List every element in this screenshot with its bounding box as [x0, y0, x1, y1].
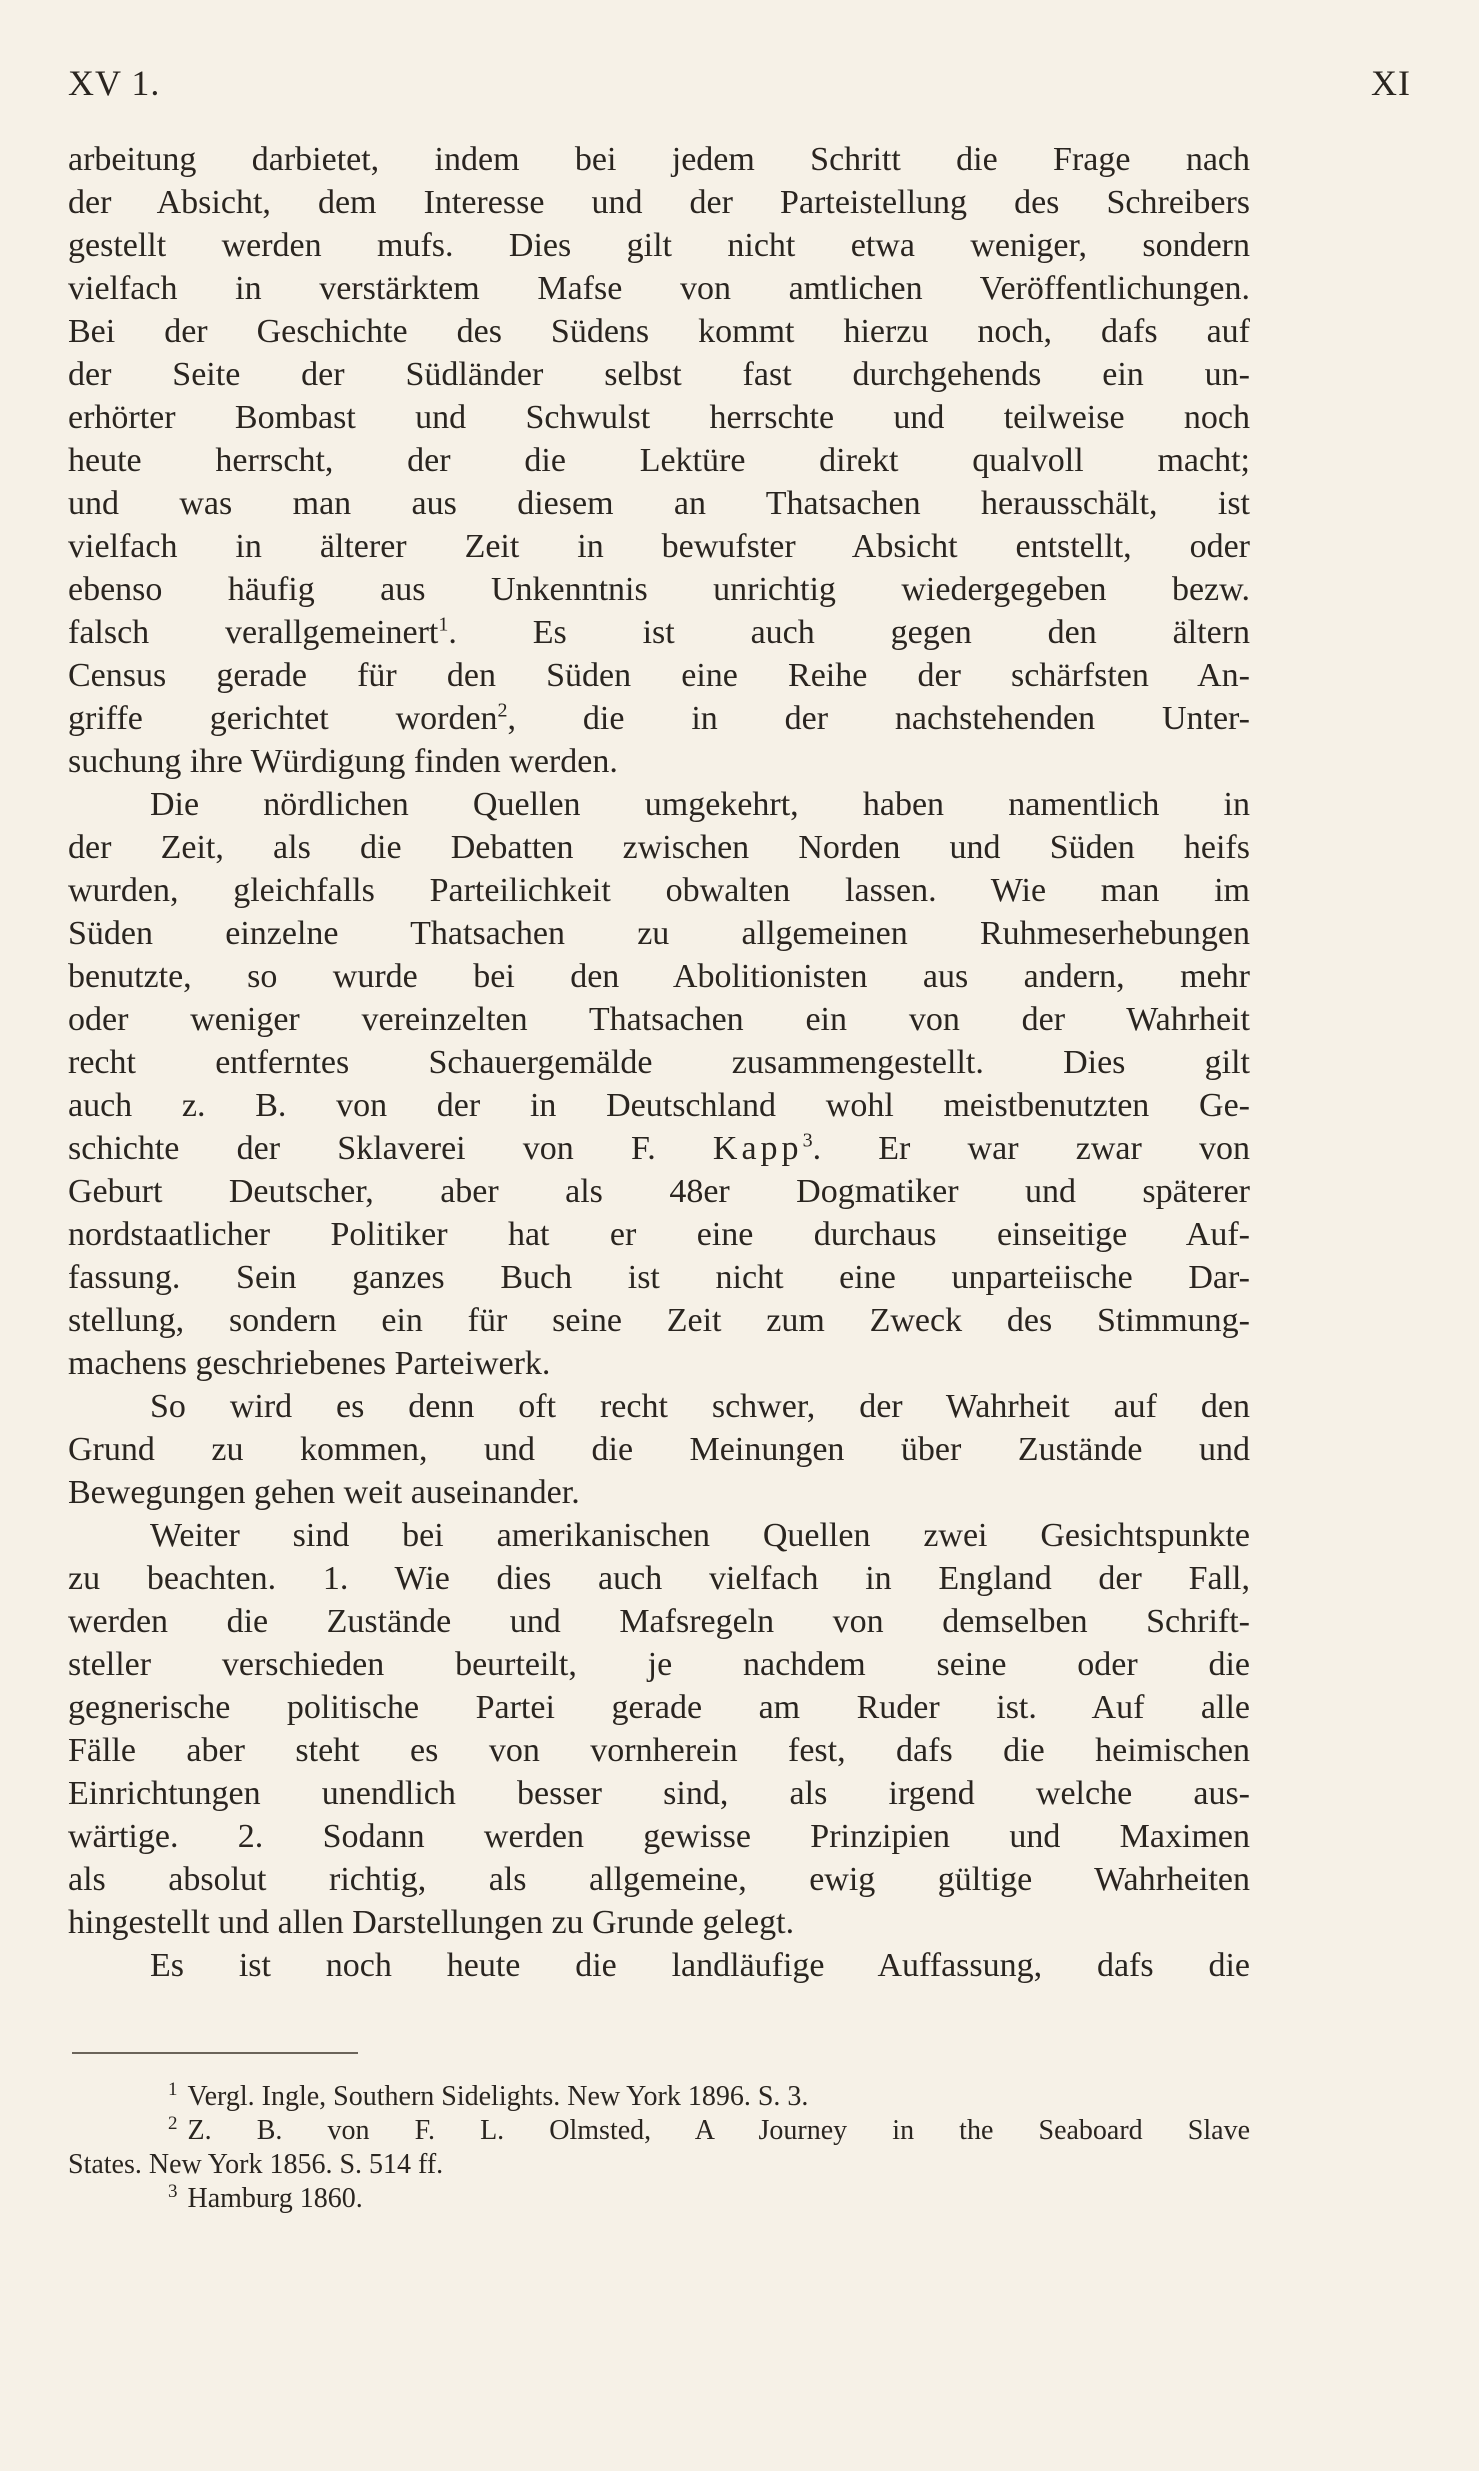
line-text: griffe gerichtet worden — [68, 700, 498, 737]
text-line — [68, 1213, 1250, 1256]
text-line — [68, 1428, 1250, 1471]
line-text: werden die Zustände und Mafsregeln von demselben Schrift- — [68, 1603, 1250, 1640]
text-line — [68, 1729, 1250, 1772]
spaced-name: Kapp — [712, 1130, 803, 1167]
line-text: hingestellt und allen Darstellungen zu Grunde gelegt. — [68, 1904, 795, 1941]
text-line — [68, 1772, 1250, 1815]
line-text: vielfach in verstärktem Mafse von amtlichen Veröffentlichungen. — [68, 270, 1250, 307]
text-line — [68, 1127, 1250, 1170]
line-text: auch z. B. von der in Deutschland wohl meistbenutzten Ge- — [68, 1087, 1250, 1124]
text-line — [68, 1858, 1250, 1901]
text-line — [68, 138, 1250, 181]
text-line — [68, 1815, 1250, 1858]
text-line — [68, 1686, 1250, 1729]
text-line — [68, 869, 1250, 912]
line-text: Es ist noch heute die landläufige Auffassung, dafs die — [150, 1947, 1250, 1984]
footnote-text: Hamburg 1860. — [187, 2183, 363, 2214]
running-head — [68, 62, 1411, 112]
line-text: Bei der Geschichte des Südens kommt hierzu noch, dafs auf — [68, 313, 1250, 350]
line-text: Geburt Deutscher, aber als 48er Dogmatiker und späterer — [68, 1173, 1250, 1210]
footnote — [68, 2182, 1250, 2216]
footnote-ref: 1 — [438, 613, 449, 636]
footnote-text: States. New York 1856. S. 514 ff. — [68, 2149, 444, 2180]
text-line — [68, 955, 1250, 998]
line-text: gestellt werden mufs. Dies gilt nicht etwa weniger, sondern — [68, 227, 1250, 264]
line-text: gegnerische politische Partei gerade am Ruder ist. Auf alle — [68, 1689, 1250, 1726]
line-text: schichte der Sklaverei von F. — [68, 1130, 713, 1167]
text-line — [68, 1385, 1250, 1428]
text-line — [68, 1643, 1250, 1686]
text-line — [68, 826, 1250, 869]
text-line — [68, 697, 1250, 740]
text-line — [68, 1299, 1250, 1342]
line-text: zu beachten. 1. Wie dies auch vielfach in England der Fall, — [68, 1560, 1250, 1597]
body-text — [68, 138, 1250, 1987]
text-line — [68, 482, 1250, 525]
line-text: der Absicht, dem Interesse und der Parteistellung des Schreibers — [68, 184, 1250, 221]
line-text: Die nördlichen Quellen umgekehrt, haben namentlich in — [150, 786, 1250, 823]
line-text-rest: . Er war zwar von — [812, 1130, 1250, 1167]
line-text: wurden, gleichfalls Parteilichkeit obwalten lassen. Wie man im — [68, 872, 1250, 909]
line-text: heute herrscht, der die Lektüre direkt qualvoll macht; — [68, 442, 1250, 479]
line-text: Fälle aber steht es von vornherein fest, dafs die heimischen — [68, 1732, 1250, 1769]
line-text: Süden einzelne Thatsachen zu allgemeinen Ruhmeserhebungen — [68, 915, 1250, 952]
text-line — [68, 224, 1250, 267]
line-text: Weiter sind bei amerikanischen Quellen zwei Gesichtspunkte — [150, 1517, 1250, 1554]
line-text: steller verschieden beurteilt, je nachdem seine oder die — [68, 1646, 1250, 1683]
footnote — [68, 2080, 1250, 2114]
text-line — [68, 1944, 1250, 1987]
line-text: Census gerade für den Süden eine Reihe der schärfsten An- — [68, 657, 1250, 694]
line-text: benutzte, so wurde bei den Abolitionisten aus andern, mehr — [68, 958, 1250, 995]
text-line — [68, 654, 1250, 697]
text-line — [68, 1557, 1250, 1600]
line-text: ebenso häufig aus Unkenntnis unrichtig wiedergegeben bezw. — [68, 571, 1250, 608]
footnote-text: Vergl. Ingle, Southern Sidelights. New York 1896. S. 3. — [187, 2081, 809, 2112]
text-line — [68, 1256, 1250, 1299]
text-line — [68, 525, 1250, 568]
line-text: So wird es denn oft recht schwer, der Wahrheit auf den — [150, 1388, 1250, 1425]
footnote-ref: 2 — [497, 699, 508, 722]
footnote-ref: 3 — [802, 1129, 813, 1152]
text-line — [68, 1901, 1250, 1944]
line-text: der Seite der Südländer selbst fast durchgehends ein un- — [68, 356, 1250, 393]
section-number: XV 1. — [68, 63, 161, 103]
line-text: als absolut richtig, als allgemeine, ewig gültige Wahrheiten — [68, 1861, 1250, 1898]
line-text: oder weniger vereinzelten Thatsachen ein von der Wahrheit — [68, 1001, 1250, 1038]
page-number: XI — [1371, 63, 1411, 103]
text-line — [68, 1514, 1250, 1557]
line-text-rest: . Es ist auch gegen den ältern — [448, 614, 1250, 651]
text-line — [68, 783, 1250, 826]
line-text: arbeitung darbietet, indem bei jedem Schritt die Frage nach — [68, 141, 1250, 178]
line-text: falsch verallgemeinert — [68, 614, 439, 651]
line-text: wärtige. 2. Sodann werden gewisse Prinzipien und Maximen — [68, 1818, 1250, 1855]
line-text: nordstaatlicher Politiker hat er eine durchaus einseitige Auf- — [68, 1216, 1250, 1253]
text-line — [68, 353, 1250, 396]
line-text: der Zeit, als die Debatten zwischen Norden und Süden heifs — [68, 829, 1250, 866]
text-line — [68, 181, 1250, 224]
line-text-rest: , die in der nachstehenden Unter- — [507, 700, 1250, 737]
text-line — [68, 1041, 1250, 1084]
line-text: machens geschriebenes Parteiwerk. — [68, 1345, 551, 1382]
text-line — [68, 998, 1250, 1041]
text-line — [68, 1170, 1250, 1213]
line-text: vielfach in älterer Zeit in bewufster Absicht entstellt, oder — [68, 528, 1250, 565]
line-text: suchung ihre Würdigung finden werden. — [68, 743, 618, 780]
line-text: Bewegungen gehen weit auseinander. — [68, 1474, 580, 1511]
text-line — [68, 1471, 1250, 1514]
text-line — [68, 439, 1250, 482]
text-line — [68, 568, 1250, 611]
text-line — [68, 1084, 1250, 1127]
footnotes — [68, 2080, 1250, 2216]
text-line — [68, 912, 1250, 955]
text-line — [68, 1600, 1250, 1643]
footnote — [68, 2114, 1250, 2148]
footnote-number: 1 — [168, 2078, 178, 2100]
footnote — [68, 2148, 1250, 2182]
text-line — [68, 310, 1250, 353]
line-text: Grund zu kommen, und die Meinungen über Zustände und — [68, 1431, 1250, 1468]
text-line — [68, 396, 1250, 439]
footnote-rule — [72, 2052, 358, 2054]
line-text: und was man aus diesem an Thatsachen herausschält, ist — [68, 485, 1250, 522]
line-text: Einrichtungen unendlich besser sind, als irgend welche aus- — [68, 1775, 1250, 1812]
text-line — [68, 611, 1250, 654]
line-text: fassung. Sein ganzes Buch ist nicht eine unparteiische Dar- — [68, 1259, 1250, 1296]
text-line — [68, 1342, 1250, 1385]
line-text: stellung, sondern ein für seine Zeit zum Zweck des Stimmung- — [68, 1302, 1250, 1339]
text-line — [68, 740, 1250, 783]
footnote-number: 3 — [168, 2180, 178, 2202]
text-line — [68, 267, 1250, 310]
footnote-number: 2 — [168, 2112, 178, 2134]
line-text: recht entferntes Schauergemälde zusammengestellt. Dies gilt — [68, 1044, 1250, 1081]
line-text: erhörter Bombast und Schwulst herrschte und teilweise noch — [68, 399, 1250, 436]
footnote-text: Z. B. von F. L. Olmsted, A Journey in the Seaboard Slave — [187, 2115, 1250, 2146]
